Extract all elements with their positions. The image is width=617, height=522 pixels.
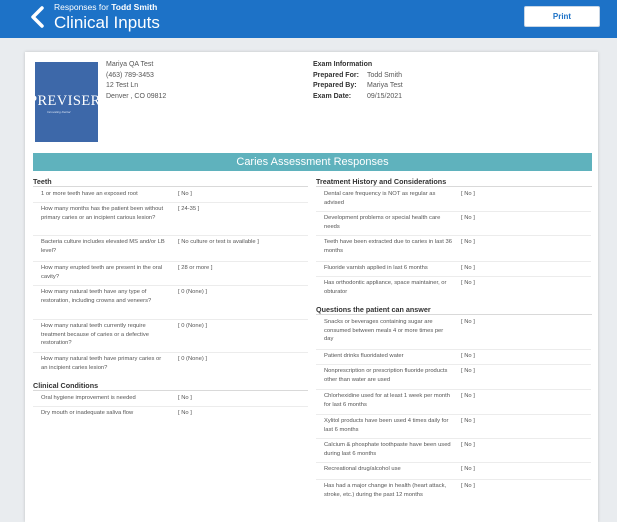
question-text: Teeth have been extracted due to caries in last 36 months [324,239,452,254]
row-divider [316,261,591,262]
row-divider [316,389,591,390]
answer-value: [ No ] [461,418,475,424]
question-text: Has had a major change in health (heart attack, stroke, etc.) during the past 12 months [324,483,447,498]
answer-value: [ 0 (None) ] [178,356,207,362]
row-divider [316,211,591,212]
question-text: How many natural teeth have any type of restoration, including crowns and veneers? [41,289,152,304]
logo-tagline: Innovating Dental [47,110,71,114]
prepared-for-value: Todd Smith [367,71,403,79]
question-text: Patient drinks fluoridated water [324,353,404,359]
question-text: Fluoride varnish applied in last 6 months [324,265,428,271]
question-text: Development problems or special health care needs [324,215,441,230]
row-divider [316,364,591,365]
question-text: Xylitol products have been used 4 times daily for last 6 months [324,418,449,433]
answer-value: [ 0 (None) ] [178,289,207,295]
prepared-by-value: Mariya Test [367,82,403,89]
row-divider [33,285,308,286]
question-text: Chlorhexidine used for at least 1 week per month for last 6 months [324,393,450,408]
answer-value: [ No ] [461,215,475,221]
answer-value: [ 28 or more ] [178,265,213,271]
row-divider [316,235,591,236]
answer-value: [ No ] [461,393,475,399]
exam-date-label: Exam Date: [313,92,352,100]
question-text: How many months has the patient been without primary caries or an incipient carious lesion? [41,206,164,221]
question-text: Dental care frequency is NOT as regular as advised [324,191,436,206]
question-text: Nonprescription or prescription fluoride products other than water are used [324,368,448,383]
section-rule [316,186,592,187]
question-text: How many erupted teeth are present in the oral cavity? [41,265,163,280]
answer-value: [ No ] [461,353,475,359]
prepared-for-row [313,71,403,82]
question-text: Dry mouth or inadequate saliva flow [41,410,134,416]
logo-text: PREVISER [29,93,101,109]
row-divider [316,414,591,415]
row-divider [33,235,308,236]
prepared-by-row [313,81,403,92]
answer-value: [ No ] [461,319,475,325]
section-rule [33,390,308,391]
subtitle-name: Todd Smith [111,2,158,12]
question-text: Bacteria culture includes elevated MS and/or LB level? [41,239,165,254]
answer-value: [ No culture or test is available ] [178,239,259,245]
question-text: 1 or more teeth have an exposed root [41,191,138,197]
question-text: Oral hygiene improvement is needed [41,395,136,401]
top-bar [0,0,617,38]
section-title-clinical: Clinical Conditions [33,381,99,390]
practice-logo [29,62,101,142]
exam-date-value: 09/15/2021 [367,92,403,100]
answer-value: [ No ] [461,483,475,489]
header-title-block [54,2,160,33]
section-title-treatment: Treatment History and Considerations [316,177,447,186]
row-divider [33,352,308,353]
question-text: How many natural teeth currently require treatment because of caries or a defective restoration? [41,323,149,347]
row-divider [316,479,591,480]
patient-phone: (463) 789-3453 [106,71,154,79]
question-text: Has orthodontic appliance, space maintainer, or obturator [324,280,447,295]
exam-heading: Exam Information [313,61,373,68]
prepared-by-label: Prepared By: [313,82,357,89]
header-subtitle [54,2,160,13]
question-text: Recreational drug/alcohol use [324,466,401,472]
exam-info [313,60,403,102]
answer-value: [ No ] [461,466,475,472]
report-card [25,52,598,522]
answer-value: [ 0 (None) ] [178,323,207,329]
answer-value: [ No ] [461,442,475,448]
print-button[interactable]: Print [524,6,600,27]
answer-value: [ No ] [461,280,475,286]
question-text: Calcium & phosphate toothpaste have been used during last 6 months [324,442,451,457]
row-divider [316,462,591,463]
row-divider [33,261,308,262]
patient-name: Mariya QA Test [106,61,154,68]
answer-value: [ No ] [461,191,475,197]
question-text: Snacks or beverages containing sugar are consumed between meals 4 or more times per day [324,319,444,343]
section-rule [316,314,592,315]
answer-value: [ No ] [178,410,192,416]
section-banner: Caries Assessment Responses [33,153,592,171]
row-divider [316,276,591,277]
row-divider [316,438,591,439]
section-rule [33,186,308,187]
prepared-for-label: Prepared For: [313,71,359,79]
row-divider [33,406,308,407]
patient-address1: 12 Test Ln [106,82,139,89]
answer-value: [ No ] [461,239,475,245]
answer-value: [ 24-35 ] [178,206,200,212]
exam-date-row [313,92,403,103]
answer-value: [ No ] [178,395,192,401]
answer-value: [ No ] [178,191,192,197]
row-divider [316,349,591,350]
section-title-patient-questions: Questions the patient can answer [316,305,431,314]
subtitle-prefix: Responses for [54,2,109,12]
patient-info [106,60,166,102]
row-divider [33,319,308,320]
section-title-teeth: Teeth [33,177,52,186]
answer-value: [ No ] [461,265,475,271]
row-divider [33,202,308,203]
patient-address2: Denver , CO 09812 [106,92,167,100]
question-text: How many natural teeth have primary caries or an incipient caries lesion? [41,356,162,371]
answer-value: [ No ] [461,368,475,374]
page-title: Clinical Inputs [54,13,160,32]
back-chevron-icon[interactable] [28,5,48,29]
